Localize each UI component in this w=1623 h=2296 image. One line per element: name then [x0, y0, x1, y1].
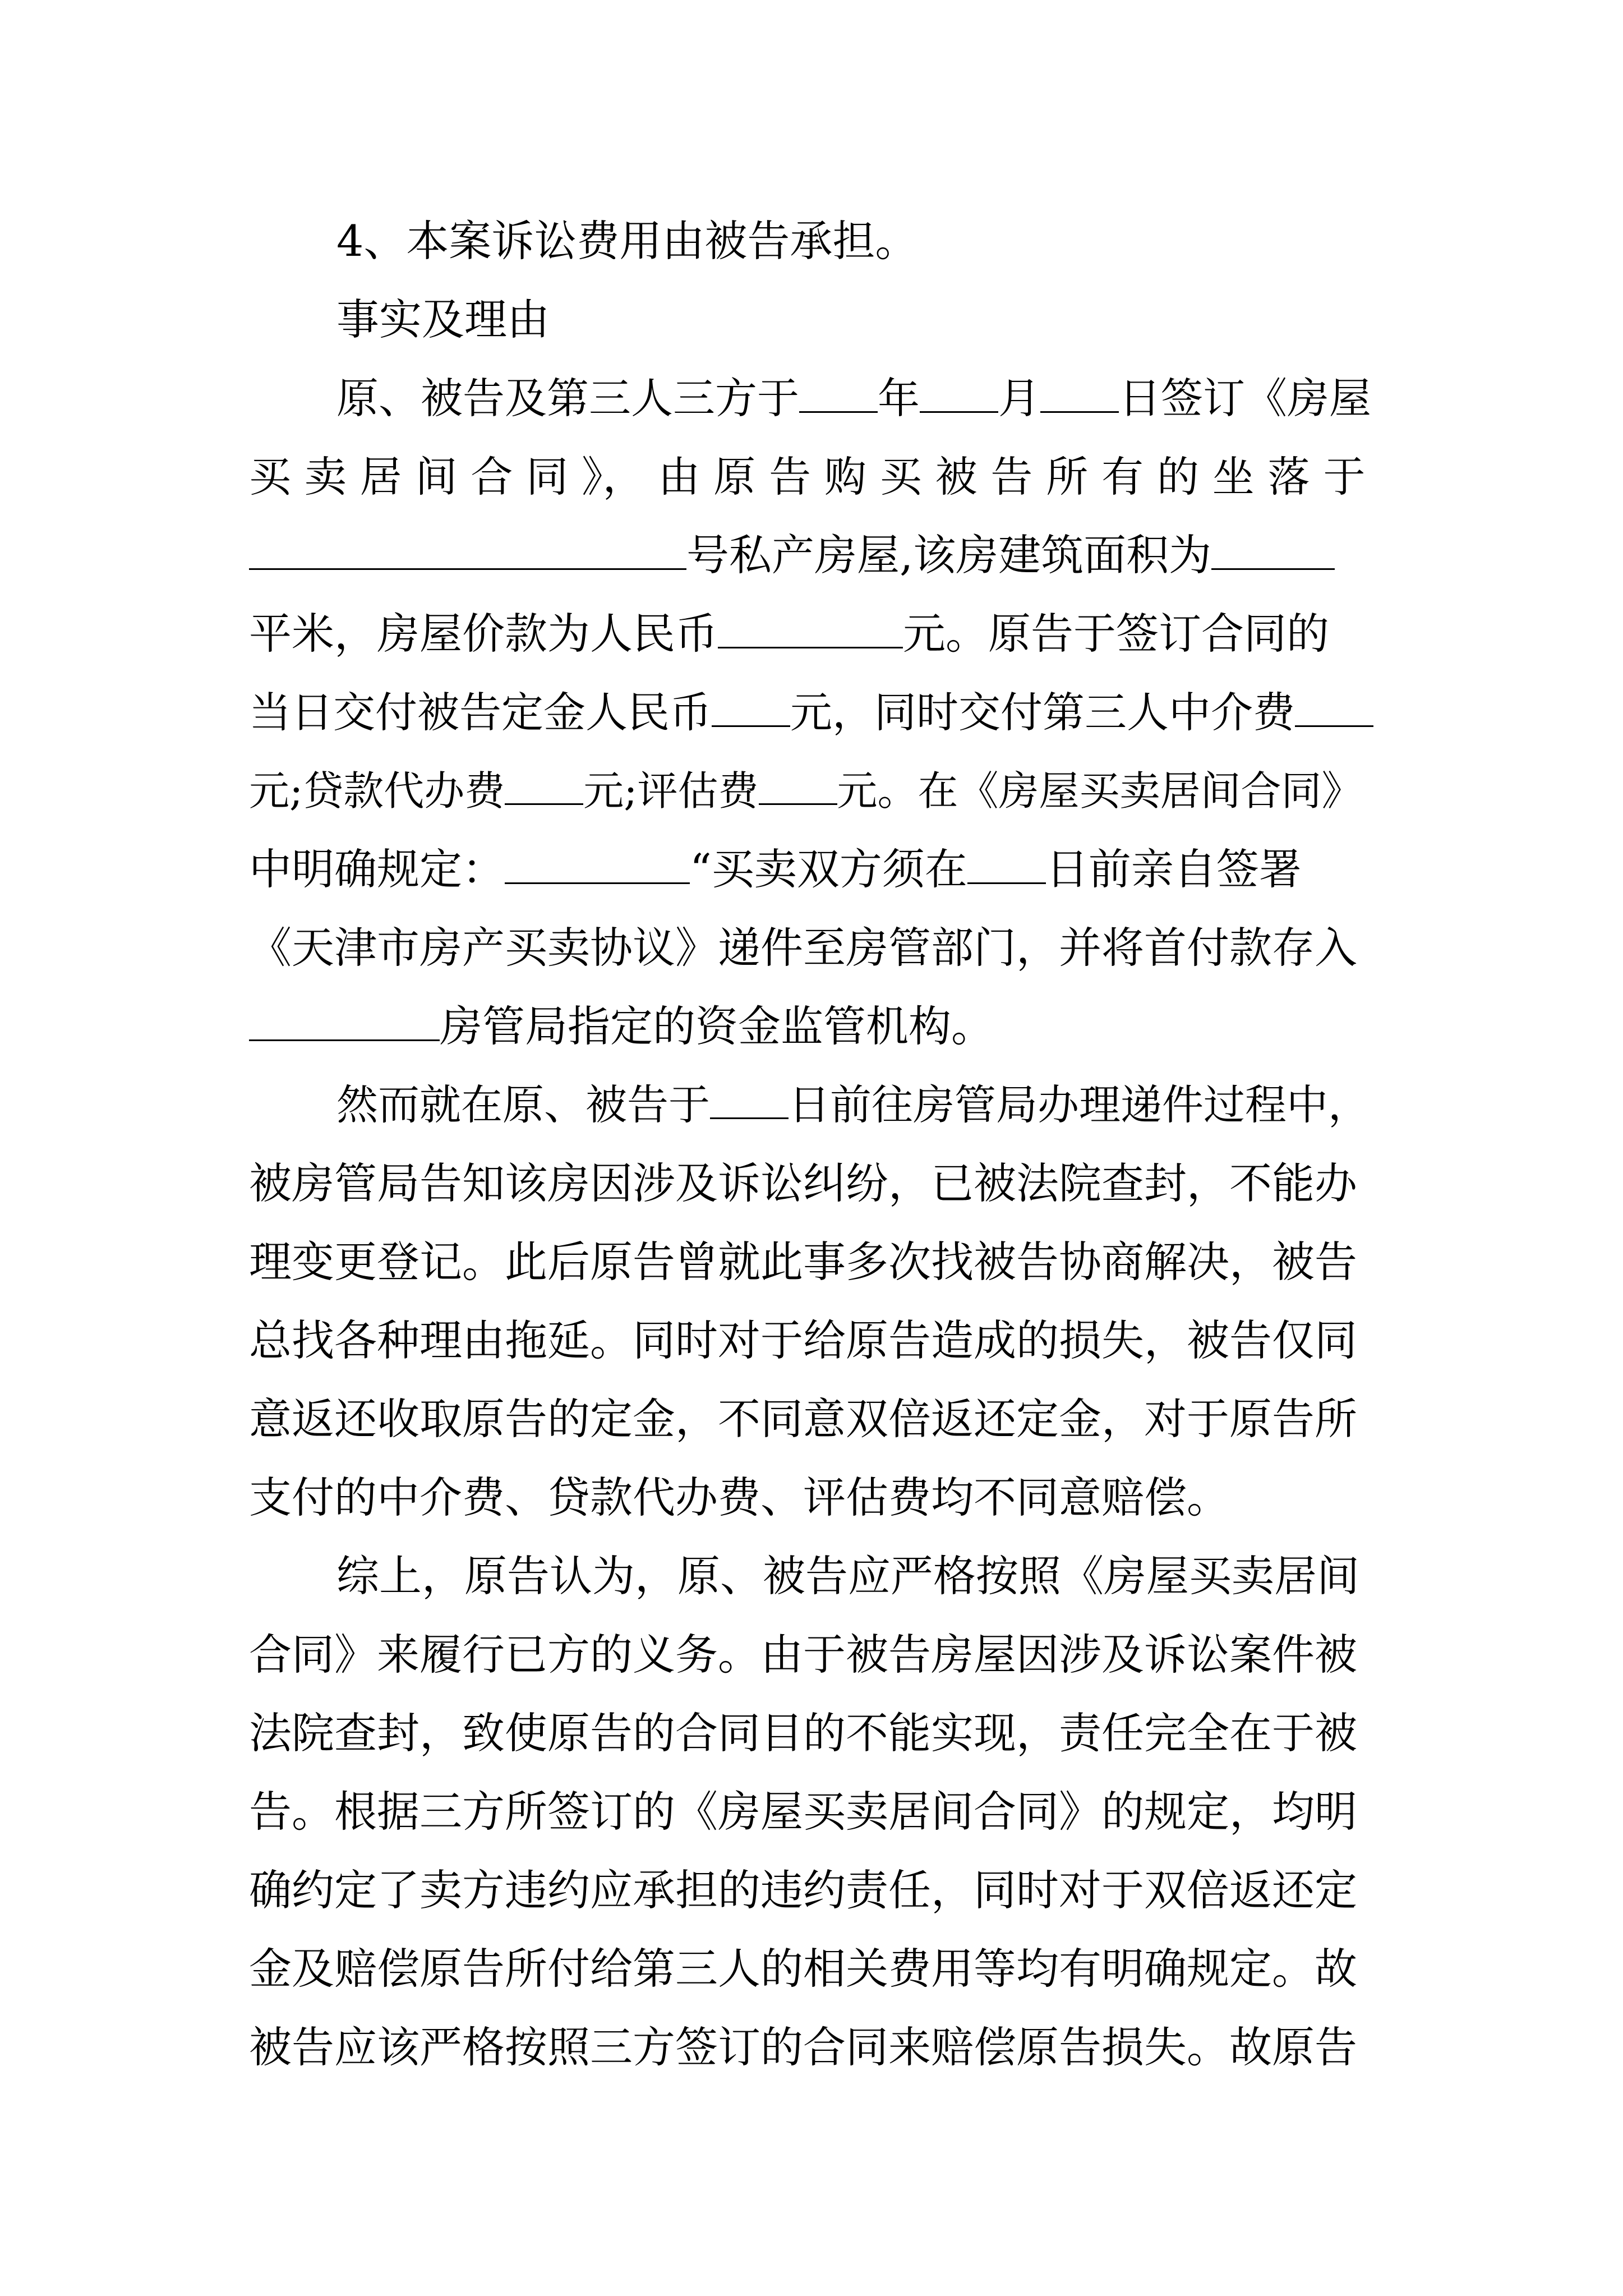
text-segment: 元。原告于签订合同的: [903, 609, 1329, 659]
paragraph-1-line-2: [249, 438, 1374, 516]
paragraph-2-line-5: [249, 1380, 1374, 1458]
text-segment: 确约定了卖方违约应承担的违约责任，同时对于双倍返还定: [249, 1865, 1357, 1915]
address-blank: [249, 529, 686, 570]
paragraph-3-line-4: [249, 1773, 1374, 1851]
paragraph-3-line-3: [249, 1694, 1374, 1773]
text-segment: 平米，房屋价款为人民币: [249, 609, 718, 659]
text-segment: 号私产房屋,该房建筑面积为: [686, 530, 1212, 580]
text-segment: 总找各种理由拖延。同时对于给原告造成的损失，被告仅同: [249, 1315, 1357, 1365]
text-segment: 日前亲自签署: [1045, 844, 1302, 894]
text-segment: 年: [878, 374, 920, 423]
text-segment: “买卖双方须在: [690, 844, 967, 894]
paragraph-3-line-7: [249, 2008, 1374, 2087]
text-segment: 中明确规定：: [249, 844, 505, 894]
text-segment: 支付的中介费、贷款代办费、评估费均不同意赔偿。: [249, 1473, 1229, 1522]
appraisal-fee-blank: [759, 764, 837, 805]
facts-heading-text: 事实及理由: [336, 295, 550, 344]
paragraph-1-line-5: [249, 673, 1374, 752]
text-segment: 原、被告及第三人三方于: [336, 374, 800, 423]
paragraph-1-line-6: [249, 752, 1374, 830]
text-segment: 综上，原告认为，原、被告应严格按照《房屋买卖居间: [336, 1551, 1359, 1601]
paragraph-1-line-7: [249, 830, 1374, 909]
text-segment: 《天津市房产买卖协议》递件至房管部门，并将首付款存入: [249, 923, 1357, 973]
paragraph-3-line-5: [249, 1851, 1374, 1930]
text-segment: 被告应该严格按照三方签订的合同来赔偿原告损失。故原告: [249, 2022, 1357, 2072]
paragraph-3-line-2: [249, 1616, 1374, 1694]
text-segment: 被房管局告知该房因涉及诉讼纠纷，已被法院查封，不能办: [249, 1158, 1357, 1208]
year-blank: [799, 372, 878, 413]
paragraph-2-line-1: [336, 1066, 1374, 1144]
day-blank: [1040, 372, 1119, 413]
paragraph-1-line-4: [249, 595, 1374, 673]
text-segment: 告。根据三方所签订的《房屋买卖居间合同》的规定，均明: [249, 1787, 1357, 1837]
paragraph-2-line-6: [249, 1458, 1374, 1537]
text-segment: 法院查封，致使原告的合同目的不能实现，责任完全在于被: [249, 1708, 1357, 1758]
text-segment: 元，同时交付第三人中介费: [790, 688, 1295, 737]
paragraph-1-line-1: [336, 359, 1374, 438]
text-segment: 当日交付被告定金人民币: [249, 688, 712, 737]
text-segment: 意返还收取原告的定金，不同意双倍返还定金，对于原告所: [249, 1394, 1357, 1444]
paragraph-3-line-6: [249, 1930, 1374, 2008]
paragraph-1-line-9: [249, 987, 1374, 1066]
deadline-day-blank: [967, 843, 1046, 884]
text-segment: 日前往房管局办理递件过程中，: [789, 1081, 1370, 1129]
paragraph-2-line-3: [249, 1223, 1374, 1301]
month-blank: [920, 372, 998, 413]
facts-heading: [336, 280, 1374, 359]
text-segment: 理变更登记。此后原告曾就此事多次找被告协商解决，被告: [249, 1237, 1357, 1287]
paragraph-1-line-3: [249, 516, 1374, 595]
paragraph-2-line-4: [249, 1301, 1374, 1380]
text-segment: 元;评估费: [583, 767, 759, 815]
text-segment: 元;贷款代办费: [249, 767, 505, 815]
bank-blank: [249, 1000, 440, 1041]
text-segment: 金及赔偿原告所付给第三人的相关费用等均有明确规定。故: [249, 1944, 1357, 1994]
loan-fee-blank: [505, 764, 583, 805]
text-segment: 日签订《房屋: [1119, 374, 1372, 423]
price-blank: [718, 608, 903, 648]
paragraph-3-line-1: [336, 1537, 1374, 1616]
claim-item-4: [336, 202, 1374, 280]
deposit-blank: [712, 686, 790, 727]
clause-blank: [505, 843, 690, 884]
text-segment: 房管局指定的资金监管机构。: [440, 1001, 994, 1051]
paragraph-2-line-2: [249, 1144, 1374, 1223]
claim-item-4-text: 4、本案诉讼费用由被告承担。: [336, 216, 918, 266]
text-segment: 然而就在原、被告于: [336, 1081, 710, 1129]
text-segment: 月: [998, 374, 1041, 423]
agency-fee-blank: [1295, 686, 1373, 727]
paragraph-1-line-8: [249, 909, 1374, 987]
visit-day-blank: [710, 1078, 789, 1119]
text-segment: 合同》来履行已方的义务。由于被告房屋因涉及诉讼案件被: [249, 1630, 1357, 1680]
text-segment: 买 卖 居 间 合 同 》， 由 原 告 购 买 被 告 所 有 的 坐 落 于: [249, 452, 1366, 501]
text-segment: 元。在《房屋买卖居间合同》: [837, 767, 1362, 815]
area-blank: [1211, 529, 1335, 570]
